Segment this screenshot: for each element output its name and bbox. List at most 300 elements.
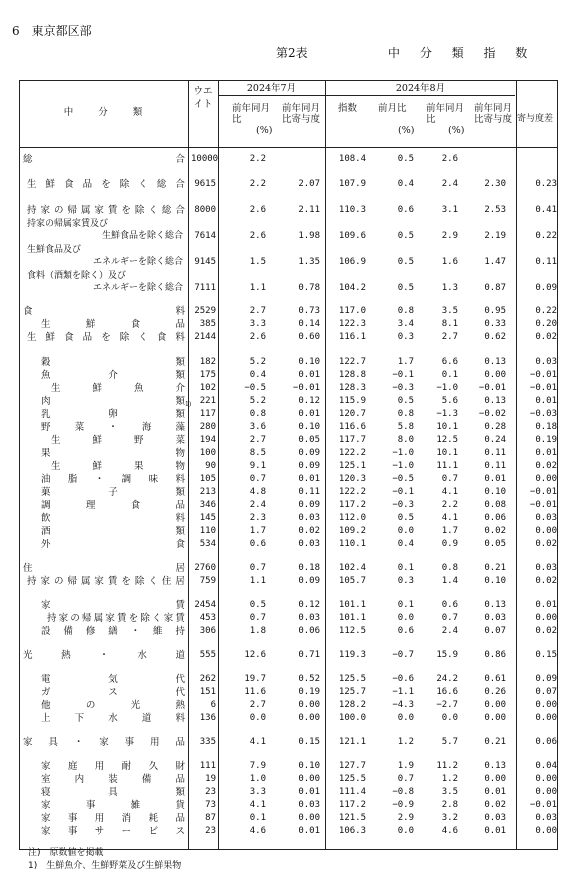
row-label-char: 飲 — [41, 513, 51, 524]
row-label-char: 雑 — [130, 800, 141, 811]
cell-mom: 0.3 — [397, 332, 414, 342]
row-label — [41, 396, 185, 407]
row-label-char: 菓 — [41, 487, 51, 498]
row-label-char: 介 — [175, 383, 185, 394]
row-label — [41, 526, 185, 537]
cell-jul-c: 0.03 — [298, 800, 320, 810]
cell-aug-yoy: 4.1 — [441, 487, 458, 497]
cell-jul-yoy: 4.6 — [249, 826, 266, 836]
row-label-char: 家 — [58, 613, 69, 624]
row-label-char: 穀 — [41, 357, 51, 368]
cell-mom: −0.5 — [392, 474, 414, 484]
cell-aug-yoy: 10.1 — [436, 448, 458, 458]
row-label — [41, 774, 185, 785]
row-label — [41, 474, 185, 485]
cell-aug-yoy: 5.7 — [441, 737, 458, 747]
cell-jul-yoy: −0.5 — [244, 383, 266, 393]
cell-jul-c: 0.03 — [298, 539, 320, 549]
cell-jul-c: 0.03 — [298, 613, 320, 623]
cell-aug-yoy: 4.6 — [441, 826, 458, 836]
row-label-char: 類 — [175, 526, 185, 537]
row-label-char: 光 — [130, 700, 141, 711]
row-label-char: 家 — [40, 576, 50, 587]
cell-aug-c: 0.01 — [484, 474, 506, 484]
row-label-char: 海 — [141, 422, 152, 433]
row-label-char: 生 — [51, 383, 61, 394]
row-label-char: 外 — [41, 539, 51, 550]
header-index: 指数 — [338, 103, 358, 114]
cell-jul-yoy: 1.5 — [249, 257, 266, 267]
row-label-char: 道 — [175, 650, 185, 661]
cell-jul-yoy: 2.7 — [249, 700, 266, 710]
cell-mom: 5.8 — [397, 422, 414, 432]
cell-mom: 0.8 — [397, 409, 414, 419]
cell-jul-yoy: 4.1 — [249, 800, 266, 810]
row-label-char: 卵 — [108, 409, 118, 420]
cell-aug-c: 2.53 — [484, 205, 506, 215]
row-label-char: 介 — [108, 370, 118, 381]
row-label-char: の — [53, 205, 64, 216]
cell-jul-c: 0.14 — [298, 319, 320, 329]
cell-mom: −1.0 — [392, 461, 414, 471]
row-label-char: 合 — [175, 205, 185, 216]
row-label-char: ス — [175, 826, 185, 837]
cell-jul-yoy: 0.1 — [249, 813, 266, 823]
cell-weight: 306 — [199, 626, 216, 636]
cell-jul-c: 0.10 — [298, 761, 320, 771]
row-label-char: 住 — [161, 576, 172, 587]
row-label — [27, 576, 185, 587]
cell-aug-c: 0.06 — [484, 513, 506, 523]
cell-aug-c: 0.11 — [484, 461, 506, 471]
cell-jul-c: 0.09 — [298, 461, 320, 471]
cell-idx: 101.1 — [338, 600, 366, 610]
cell-diff: −0.01 — [529, 370, 557, 380]
cell-aug-c: 2.30 — [484, 179, 506, 189]
cell-jul-yoy: 5.2 — [249, 396, 266, 406]
row-label-char: 品 — [82, 179, 93, 190]
row-label-char: く — [138, 332, 148, 343]
header-jul-pct: (%) — [256, 125, 273, 136]
row-label-char: 他 — [41, 700, 51, 711]
row-label-char: 上 — [41, 713, 51, 724]
header-aug-yoy: 前年同月比 — [426, 103, 465, 125]
cell-diff: 0.02 — [535, 626, 557, 636]
cell-aug-yoy: 0.1 — [441, 370, 458, 380]
row-label-char: 家 — [99, 737, 109, 748]
footnote-1: 1) 生鮮魚介、生鮮野菜及び生鮮果物 — [28, 861, 182, 871]
cell-jul-c: 0.01 — [298, 787, 320, 797]
row-label-char: 帰 — [67, 205, 77, 216]
row-label-char: 除 — [134, 576, 145, 587]
row-label-char: 食 — [64, 179, 74, 190]
row-label-char: 料 — [175, 332, 185, 343]
cell-aug-c: −0.02 — [478, 409, 506, 419]
grid-line — [218, 81, 219, 849]
cell-aug-c: 0.00 — [484, 370, 506, 380]
row-label-char: ・ — [108, 422, 118, 433]
row-label-char: 設 — [41, 626, 51, 637]
cell-jul-c: 0.10 — [298, 422, 320, 432]
cell-aug-yoy: −1.0 — [436, 383, 458, 393]
row-label-char: 生 — [27, 179, 37, 190]
cell-aug-c: 0.61 — [484, 674, 506, 684]
cell-diff: 0.02 — [535, 332, 557, 342]
cell-weight: 19 — [205, 774, 216, 784]
cell-weight: 110 — [199, 526, 216, 536]
cell-weight: 262 — [199, 674, 216, 684]
row-label-char: ・ — [73, 737, 84, 748]
row-label — [47, 613, 185, 624]
row-label-char: 品 — [175, 737, 185, 748]
row-label-char: を — [101, 332, 111, 343]
cell-aug-c: 0.13 — [484, 600, 506, 610]
row-label-char: 食 — [175, 539, 185, 550]
cell-weight: 335 — [199, 737, 216, 747]
row-label-char: 帰 — [82, 613, 92, 624]
cell-aug-c: 0.01 — [484, 826, 506, 836]
cell-diff: −0.01 — [529, 487, 557, 497]
cell-jul-yoy: 0.7 — [249, 474, 266, 484]
row-label-line1: 生鮮食品及び — [27, 245, 82, 255]
cell-jul-yoy: 0.5 — [249, 600, 266, 610]
row-label-char: の — [53, 576, 64, 587]
row-label-char: 居 — [175, 576, 185, 587]
cell-diff: 0.11 — [535, 257, 557, 267]
row-label-char: 賃 — [175, 613, 185, 624]
cell-jul-c: 0.18 — [298, 563, 320, 573]
cell-jul-c: 0.06 — [298, 626, 320, 636]
row-label-char: 賃 — [107, 576, 118, 587]
cell-mom: −1.1 — [392, 687, 414, 697]
cell-idx: 111.4 — [338, 787, 366, 797]
row-label-char: 生 — [27, 332, 37, 343]
row-label-char: 具 — [108, 787, 118, 798]
cell-idx: 117.2 — [338, 800, 366, 810]
cell-diff: 0.20 — [535, 319, 557, 329]
cell-idx: 112.0 — [338, 513, 366, 523]
row-label-char: 総 — [161, 205, 172, 216]
cell-weight: 145 — [199, 513, 216, 523]
cell-jul-c: 0.09 — [298, 500, 320, 510]
cell-idx: 100.0 — [338, 713, 366, 723]
row-label-char: 除 — [119, 332, 130, 343]
cell-idx: 101.1 — [338, 613, 366, 623]
row-label — [41, 319, 185, 330]
cell-idx: 128.2 — [338, 700, 366, 710]
cell-mom: 0.0 — [397, 613, 414, 623]
cell-idx: 125.5 — [338, 774, 366, 784]
row-label-char: 藻 — [175, 422, 185, 433]
group-divider — [218, 95, 515, 96]
cell-aug-yoy: 11.2 — [436, 761, 458, 771]
row-label-char: 室 — [41, 774, 51, 785]
cell-aug-yoy: 16.6 — [436, 687, 458, 697]
cell-diff: 0.22 — [535, 231, 557, 241]
cell-weight: 111 — [199, 761, 216, 771]
cell-mom: 0.7 — [397, 774, 414, 784]
cell-weight: 534 — [199, 539, 216, 549]
cell-jul-yoy: 8.5 — [249, 448, 266, 458]
cell-aug-yoy: 2.7 — [441, 332, 458, 342]
cell-aug-yoy: 5.6 — [441, 396, 458, 406]
cell-aug-c: 0.13 — [484, 357, 506, 367]
cell-weight: 151 — [199, 687, 216, 697]
cell-mom: −0.3 — [392, 383, 414, 393]
row-label-char: 野 — [133, 435, 144, 446]
row-label — [41, 800, 185, 811]
cell-aug-c: 0.86 — [484, 650, 506, 660]
cell-diff: −0.01 — [529, 500, 557, 510]
row-label — [41, 626, 185, 637]
cell-aug-yoy: 0.7 — [441, 474, 458, 484]
cell-idx: 119.3 — [338, 650, 366, 660]
row-label-char: 家 — [105, 613, 115, 624]
cell-jul-c: 0.52 — [298, 674, 320, 684]
row-label-char: 物 — [175, 461, 185, 472]
cell-mom: 0.5 — [397, 283, 414, 293]
cell-weight: 23 — [205, 787, 216, 797]
cell-jul-c: 0.10 — [298, 357, 320, 367]
cell-aug-c: 0.00 — [484, 774, 506, 784]
row-label-char: 生 — [41, 319, 51, 330]
row-label-char: 品 — [175, 813, 185, 824]
grid-line — [516, 81, 517, 849]
row-label-char: 賃 — [175, 600, 185, 611]
cell-aug-yoy: 0.6 — [441, 600, 458, 610]
row-label-char: 品 — [82, 332, 93, 343]
cell-idx: 117.7 — [338, 435, 366, 445]
cell-aug-c: 0.08 — [484, 500, 506, 510]
cell-weight: 7614 — [194, 231, 216, 241]
row-label-char: 内 — [74, 774, 85, 785]
header-2024-07: 2024年7月 — [246, 83, 297, 94]
row-label-char: 菜 — [175, 435, 185, 446]
cell-aug-c: 0.26 — [484, 687, 506, 697]
row-label — [41, 761, 185, 772]
cell-jul-c: 0.78 — [298, 283, 320, 293]
cell-jul-c: 0.09 — [298, 576, 320, 586]
cell-jul-yoy: 0.8 — [249, 409, 266, 419]
row-label-char: 料 — [175, 306, 185, 317]
row-label-char: 子 — [108, 487, 118, 498]
row-label-char: 熱 — [61, 650, 71, 661]
row-label-char: 調 — [121, 474, 132, 485]
cell-aug-yoy: 2.8 — [441, 800, 458, 810]
cell-aug-yoy: 1.6 — [441, 257, 458, 267]
cell-idx: 122.2 — [338, 487, 366, 497]
row-label-char: 物 — [175, 448, 185, 459]
row-label — [41, 370, 185, 381]
row-label-char: 品 — [175, 319, 185, 330]
row-label-char: 果 — [41, 448, 51, 459]
cell-mom: 0.4 — [397, 179, 414, 189]
cell-idx: 107.9 — [338, 179, 366, 189]
cell-mom: −0.8 — [392, 787, 414, 797]
cell-idx: 109.2 — [338, 526, 366, 536]
row-label-char: 家 — [40, 205, 50, 216]
row-label-char: 理 — [85, 500, 96, 511]
cell-weight: 385 — [199, 319, 216, 329]
cell-jul-c: 0.03 — [298, 513, 320, 523]
cell-idx: 122.2 — [338, 448, 366, 458]
row-label-char: ・ — [94, 474, 105, 485]
cell-aug-yoy: 3.5 — [441, 787, 458, 797]
cell-diff: −0.03 — [529, 409, 557, 419]
cell-weight: 136 — [199, 713, 216, 723]
row-label-char: 鮮 — [45, 179, 56, 190]
row-label-char: 賃 — [117, 613, 127, 624]
row-label-char: 賃 — [107, 205, 118, 216]
cell-weight: 759 — [199, 576, 216, 586]
cell-jul-yoy: 1.8 — [249, 626, 266, 636]
cell-aug-c: 0.02 — [484, 800, 506, 810]
row-label-char: 調 — [41, 500, 51, 511]
cell-aug-yoy: 1.7 — [441, 526, 458, 536]
row-label — [41, 500, 185, 511]
cell-weight: 9615 — [194, 179, 216, 189]
cell-weight: 194 — [199, 435, 216, 445]
cell-weight: 2144 — [194, 332, 216, 342]
row-label-char: 家 — [94, 205, 104, 216]
cell-diff: 0.22 — [535, 306, 557, 316]
header-category: 中 分 類 — [63, 107, 145, 118]
row-label-char: 食 — [23, 306, 33, 317]
cell-aug-c: 0.13 — [484, 396, 506, 406]
cell-diff: 0.03 — [535, 563, 557, 573]
cell-mom: 0.0 — [397, 826, 414, 836]
header-aug-contrib: 前年同月比寄与度 — [474, 103, 513, 125]
row-label-char: 属 — [80, 205, 91, 216]
row-label-char: 家 — [41, 761, 51, 772]
cell-aug-c: 0.21 — [484, 563, 506, 573]
cell-aug-c: 0.87 — [484, 283, 506, 293]
cell-diff: 0.23 — [535, 179, 557, 189]
row-label-char: 居 — [175, 563, 185, 574]
row-label-char: 料 — [175, 513, 185, 524]
row-label — [27, 205, 185, 216]
cell-diff: 0.03 — [535, 513, 557, 523]
row-label-char: 類 — [175, 396, 185, 407]
cell-aug-yoy: 11.1 — [436, 461, 458, 471]
row-label-char: 生 — [51, 461, 61, 472]
cell-idx: 127.7 — [338, 761, 366, 771]
row-label-char: 備 — [141, 774, 152, 785]
cell-jul-yoy: 0.0 — [249, 713, 266, 723]
cell-diff: 0.00 — [535, 700, 557, 710]
cell-idx: 122.3 — [338, 319, 366, 329]
cell-aug-yoy: 2.9 — [441, 231, 458, 241]
cell-aug-yoy: 2.2 — [441, 500, 458, 510]
row-label-char: 食 — [156, 332, 167, 343]
cell-jul-c: 2.11 — [298, 205, 320, 215]
cell-mom: 0.4 — [397, 539, 414, 549]
row-label-char: 熱 — [175, 700, 185, 711]
row-label — [41, 674, 185, 685]
cell-aug-yoy: 10.1 — [436, 422, 458, 432]
cell-diff: 0.00 — [535, 713, 557, 723]
cell-jul-c: 0.09 — [298, 448, 320, 458]
cell-diff: 0.18 — [535, 422, 557, 432]
cell-mom: 0.5 — [397, 231, 414, 241]
row-label-char: 水 — [108, 713, 118, 724]
cell-jul-yoy: 2.7 — [249, 435, 266, 445]
cell-aug-yoy: 4.1 — [441, 513, 458, 523]
row-label-char: ・ — [99, 650, 109, 661]
cell-jul-yoy: 1.0 — [249, 774, 266, 784]
cell-diff: 0.01 — [535, 396, 557, 406]
row-label-char: 持 — [175, 626, 185, 637]
row-label-char: 道 — [141, 713, 152, 724]
row-label-char: 住 — [23, 563, 33, 574]
row-label — [23, 563, 185, 574]
cell-mom: 0.6 — [397, 626, 414, 636]
cell-mom: 0.3 — [397, 576, 414, 586]
row-label-char: 料 — [175, 474, 185, 485]
cell-mom: 1.9 — [397, 761, 414, 771]
table-number: 第2表 — [276, 46, 308, 60]
cell-aug-yoy: 2.6 — [441, 154, 458, 164]
cell-weight: 117 — [199, 409, 216, 419]
header-divider — [20, 147, 557, 148]
row-label-char: 菜 — [74, 422, 85, 433]
row-label-char: 総 — [156, 179, 167, 190]
cell-aug-c: 0.11 — [484, 448, 506, 458]
cell-idx: 125.5 — [338, 674, 366, 684]
row-label-char: 家 — [41, 600, 51, 611]
row-label-char: 料 — [175, 713, 185, 724]
cell-weight: 2529 — [194, 306, 216, 316]
cell-jul-c: 0.02 — [298, 526, 320, 536]
cell-mom: −0.3 — [392, 500, 414, 510]
row-label-line2: エネルギーを除く総合 — [92, 257, 183, 267]
row-label — [41, 813, 185, 824]
cell-aug-yoy: −2.7 — [436, 700, 458, 710]
cell-aug-yoy: 2.4 — [441, 626, 458, 636]
header-diff: 寄与度差 — [517, 114, 554, 124]
cell-idx: 121.5 — [338, 813, 366, 823]
row-label — [41, 513, 185, 524]
row-label-char: を — [128, 613, 139, 624]
cell-idx: 112.5 — [338, 626, 366, 636]
cell-jul-yoy: 9.1 — [249, 461, 266, 471]
row-label-char: 維 — [153, 626, 163, 637]
cell-aug-c: 0.02 — [484, 526, 506, 536]
cell-aug-c: 0.62 — [484, 332, 506, 342]
row-label-char: 事 — [124, 737, 135, 748]
row-label-char: 帰 — [67, 576, 77, 587]
row-label-char: 類 — [175, 487, 185, 498]
cell-diff: 0.00 — [535, 474, 557, 484]
row-label-char: 家 — [23, 737, 33, 748]
row-label-char: 持 — [47, 613, 57, 624]
row-label-char: 酒 — [41, 526, 51, 537]
grid-line — [325, 81, 326, 849]
row-label-line2: 生鮮食品を除く総合 — [101, 231, 183, 241]
row-label — [51, 383, 185, 394]
row-label-char: 家 — [41, 826, 51, 837]
cell-mom: 0.0 — [397, 526, 414, 536]
cell-jul-c: 0.60 — [298, 332, 320, 342]
row-label-line1: 持家の帰属家賃及び — [27, 219, 109, 229]
cell-jul-c: 1.35 — [298, 257, 320, 267]
cell-aug-c: 0.24 — [484, 435, 506, 445]
row-label — [23, 154, 185, 165]
row-label-char: 財 — [175, 761, 185, 772]
row-label-char: 品 — [175, 500, 185, 511]
cell-jul-c: −0.01 — [292, 383, 320, 393]
section-heading: 6 東京都区部 — [12, 24, 92, 38]
